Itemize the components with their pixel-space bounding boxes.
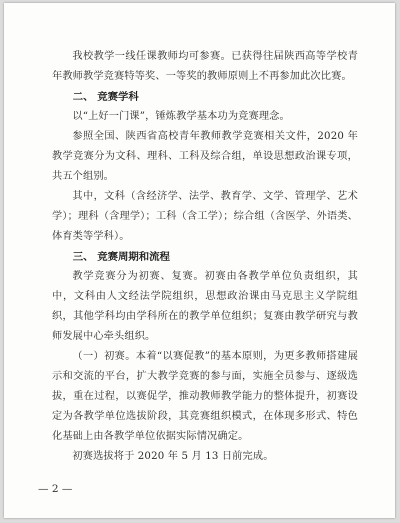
paragraph-group-details: 其中，文科（含经济学、法学、教育学、文学、管理学、艺术学）；理科（含理学）；工科（含工学）；综合组（含医学、外语类、体育类等学科）。 xyxy=(52,191,358,242)
heading-competition-subjects: 二、 竞赛学科 xyxy=(72,91,139,103)
paragraph-preliminary: （一）初赛。本着“以赛促教”的基本原则，为更多教师搭建展示和交流的平台，扩大教学竞赛的参与面，实施全员参与、逐级选拔，重在过程，以赛促学，推动教师教学能力的整体提升，初赛设定为各教学单位选拔阶段，其竞赛组织模式，在体现多形式、特色化基础上由各教学单位依据实际情况确定。 xyxy=(52,351,358,442)
paragraph-deadline: 初赛选拔将于 2020 年 5 月 13 日前完成。 xyxy=(72,451,274,462)
document-body xyxy=(52,47,358,467)
paragraph-rounds: 教学竞赛分为初赛、复赛。初赛由各教学单位负责组织，其中，文科由人文经法学院组织，思想政治课由马克思主义学院组织，其他学科均由学科所在的教学单位组织；复赛由教学研究与教师发展中心牵头组织。 xyxy=(52,271,358,342)
paragraph-groups: 参照全国、陕西省高校青年教师教学竞赛相关文件，2020 年教学竞赛分为文科、理科、工科及综合组，单设思想政治课专项，共五个组别。 xyxy=(52,131,358,182)
paragraph-eligibility: 我校教学一线任课教师均可参赛。已获得往届陕西高等学校青年教师教学竞赛特等奖、一等奖的教师原则上不再参加此次比赛。 xyxy=(52,51,358,82)
page-number: — 2 — xyxy=(38,483,73,495)
document-page xyxy=(4,3,395,518)
heading-cycle-and-process: 三、 竞赛周期和流程 xyxy=(72,251,170,263)
paragraph-concept: 以“上好一门课”，锤炼教学基本功为竞赛理念。 xyxy=(72,111,290,122)
